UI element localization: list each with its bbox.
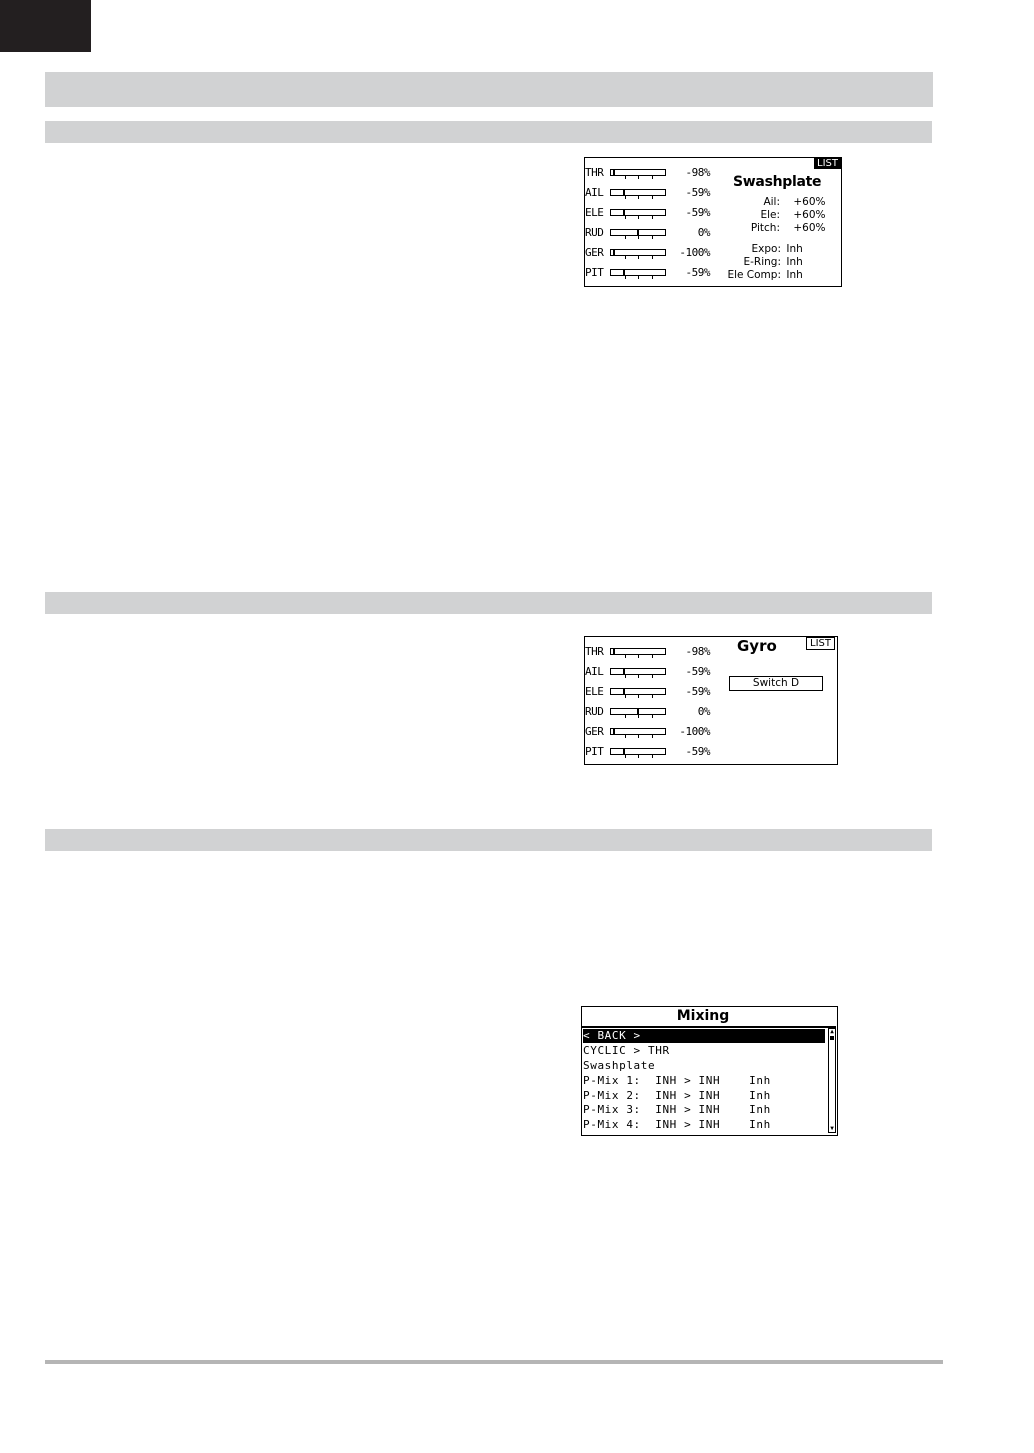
option-e-ring[interactable] [721,256,803,268]
channel-value: -59% [685,206,710,219]
channel-value: -100% [679,246,710,259]
setting-value: +60% [793,222,826,234]
channel-value: -98% [685,166,710,179]
channel-label: GER [585,725,604,738]
scrollbar[interactable] [828,1028,836,1133]
channel-bar [610,249,666,256]
bar-tick [652,755,653,758]
channel-row [585,266,710,280]
channel-value: 0% [697,226,710,239]
setting-label: Pitch: [750,222,780,234]
channel-row [585,206,710,220]
channel-value: 0% [697,705,710,718]
option-value: Inh [786,243,803,255]
bar-tick [625,236,626,239]
bar-tick [625,695,626,698]
menu-item-p-mix-2[interactable]: P-Mix 2: INH > INH Inh [583,1089,771,1102]
bar-indicator [623,189,625,196]
bar-indicator [623,269,625,276]
bar-tick [652,176,653,179]
channel-bar [610,708,666,715]
channel-label: ELE [585,685,604,698]
bar-tick [652,236,653,239]
channel-value: -98% [685,645,710,658]
channel-value: -59% [685,186,710,199]
bar-indicator [623,209,625,216]
bar-tick [652,675,653,678]
bar-indicator [613,249,615,256]
channel-bar [610,269,666,276]
channel-value: -59% [685,745,710,758]
gyro-switch-selector[interactable]: Switch D [729,676,823,691]
option-expo[interactable] [721,243,803,255]
list-badge[interactable]: LIST [814,158,841,169]
bar-tick [652,695,653,698]
screen-title: Gyro [737,637,777,655]
chapter-header-bar [45,72,933,107]
bar-tick [638,715,639,718]
channel-label: GER [585,246,604,259]
channel-row [585,166,710,180]
bar-indicator [613,728,615,735]
channel-row [585,226,710,240]
channel-label: AIL [585,186,604,199]
channel-label: PIT [585,745,604,758]
title-divider [582,1026,836,1028]
channel-value: -59% [685,266,710,279]
setting-ele[interactable] [735,209,825,221]
channel-value: -100% [679,725,710,738]
channel-bar [610,648,666,655]
channel-label: THR [585,645,604,658]
setting-value: +60% [793,209,826,221]
option-label: Ele Comp: [727,269,781,281]
channel-bar [610,189,666,196]
menu-item-p-mix-3[interactable]: P-Mix 3: INH > INH Inh [583,1103,771,1116]
channel-bar [610,748,666,755]
channel-value: -59% [685,685,710,698]
option-value: Inh [786,269,803,281]
channel-label: THR [585,166,604,179]
channel-label: RUD [585,705,604,718]
bar-tick [652,276,653,279]
option-ele-comp[interactable] [721,269,803,281]
bar-tick [638,176,639,179]
channel-row [585,246,710,260]
section-header-bar-3 [45,829,932,851]
bar-tick [625,256,626,259]
bar-tick [625,655,626,658]
channel-bar [610,209,666,216]
channel-label: AIL [585,665,604,678]
menu-item-p-mix-1[interactable]: P-Mix 1: INH > INH Inh [583,1074,771,1087]
bar-tick [652,655,653,658]
channel-bar [610,169,666,176]
channel-row [585,685,710,699]
screen-title: Mixing [676,1008,730,1024]
menu-item-p-mix-4[interactable]: P-Mix 4: INH > INH Inh [583,1118,771,1131]
bar-tick [625,216,626,219]
menu-item-cyclic-thr[interactable]: CYCLIC > THR [583,1044,670,1057]
bar-indicator [637,708,639,715]
channel-bar [610,688,666,695]
section-header-bar-2 [45,592,932,614]
bar-tick [638,695,639,698]
setting-label: Ail: [763,196,780,208]
channel-row [585,645,710,659]
page-corner-tab [0,0,91,52]
channel-label: PIT [585,266,604,279]
channel-bar [610,229,666,236]
bar-tick [625,715,626,718]
gyro-screen [584,636,838,765]
bar-tick [638,735,639,738]
bar-tick [652,715,653,718]
bar-indicator [613,648,615,655]
arrow-down-icon[interactable]: ▼ [830,1125,834,1132]
mixing-screen [581,1006,838,1136]
section-header-bar-1 [45,121,932,143]
bar-tick [625,735,626,738]
setting-pitch[interactable] [735,222,825,234]
bar-indicator [613,169,615,176]
option-value: Inh [786,256,803,268]
option-label: Expo: [751,243,781,255]
bar-indicator [623,688,625,695]
channel-row [585,665,710,679]
bar-tick [625,675,626,678]
bar-tick [638,216,639,219]
list-badge[interactable]: LIST [806,637,835,650]
bar-indicator [623,748,625,755]
bar-tick [652,196,653,199]
scroll-thumb[interactable] [830,1036,834,1040]
channel-label: ELE [585,206,604,219]
bar-tick [625,276,626,279]
bar-indicator [637,229,639,236]
setting-label: Ele: [760,209,780,221]
bar-tick [638,236,639,239]
bar-tick [652,256,653,259]
setting-ail[interactable] [735,196,825,208]
menu-item-swashplate[interactable]: Swashplate [583,1059,656,1072]
bar-tick [638,675,639,678]
bar-tick [625,196,626,199]
bar-tick [652,735,653,738]
bar-tick [638,755,639,758]
arrow-up-icon[interactable]: ▲ [830,1028,834,1035]
bar-tick [638,655,639,658]
bar-tick [638,196,639,199]
bar-tick [625,755,626,758]
footer-rule [45,1360,943,1364]
channel-value: -59% [685,665,710,678]
setting-value: +60% [793,196,826,208]
channel-bar [610,728,666,735]
swashplate-screen [584,157,842,287]
channel-row [585,745,710,759]
screen-title: Swashplate [733,174,822,190]
channel-bar [610,668,666,675]
channel-label: RUD [585,226,604,239]
channel-row [585,705,710,719]
bar-tick [638,276,639,279]
bar-tick [638,256,639,259]
bar-tick [625,176,626,179]
channel-row [585,725,710,739]
bar-indicator [623,668,625,675]
menu-item-back[interactable]: < BACK > [583,1029,825,1043]
channel-row [585,186,710,200]
option-label: E-Ring: [743,256,781,268]
bar-tick [652,216,653,219]
